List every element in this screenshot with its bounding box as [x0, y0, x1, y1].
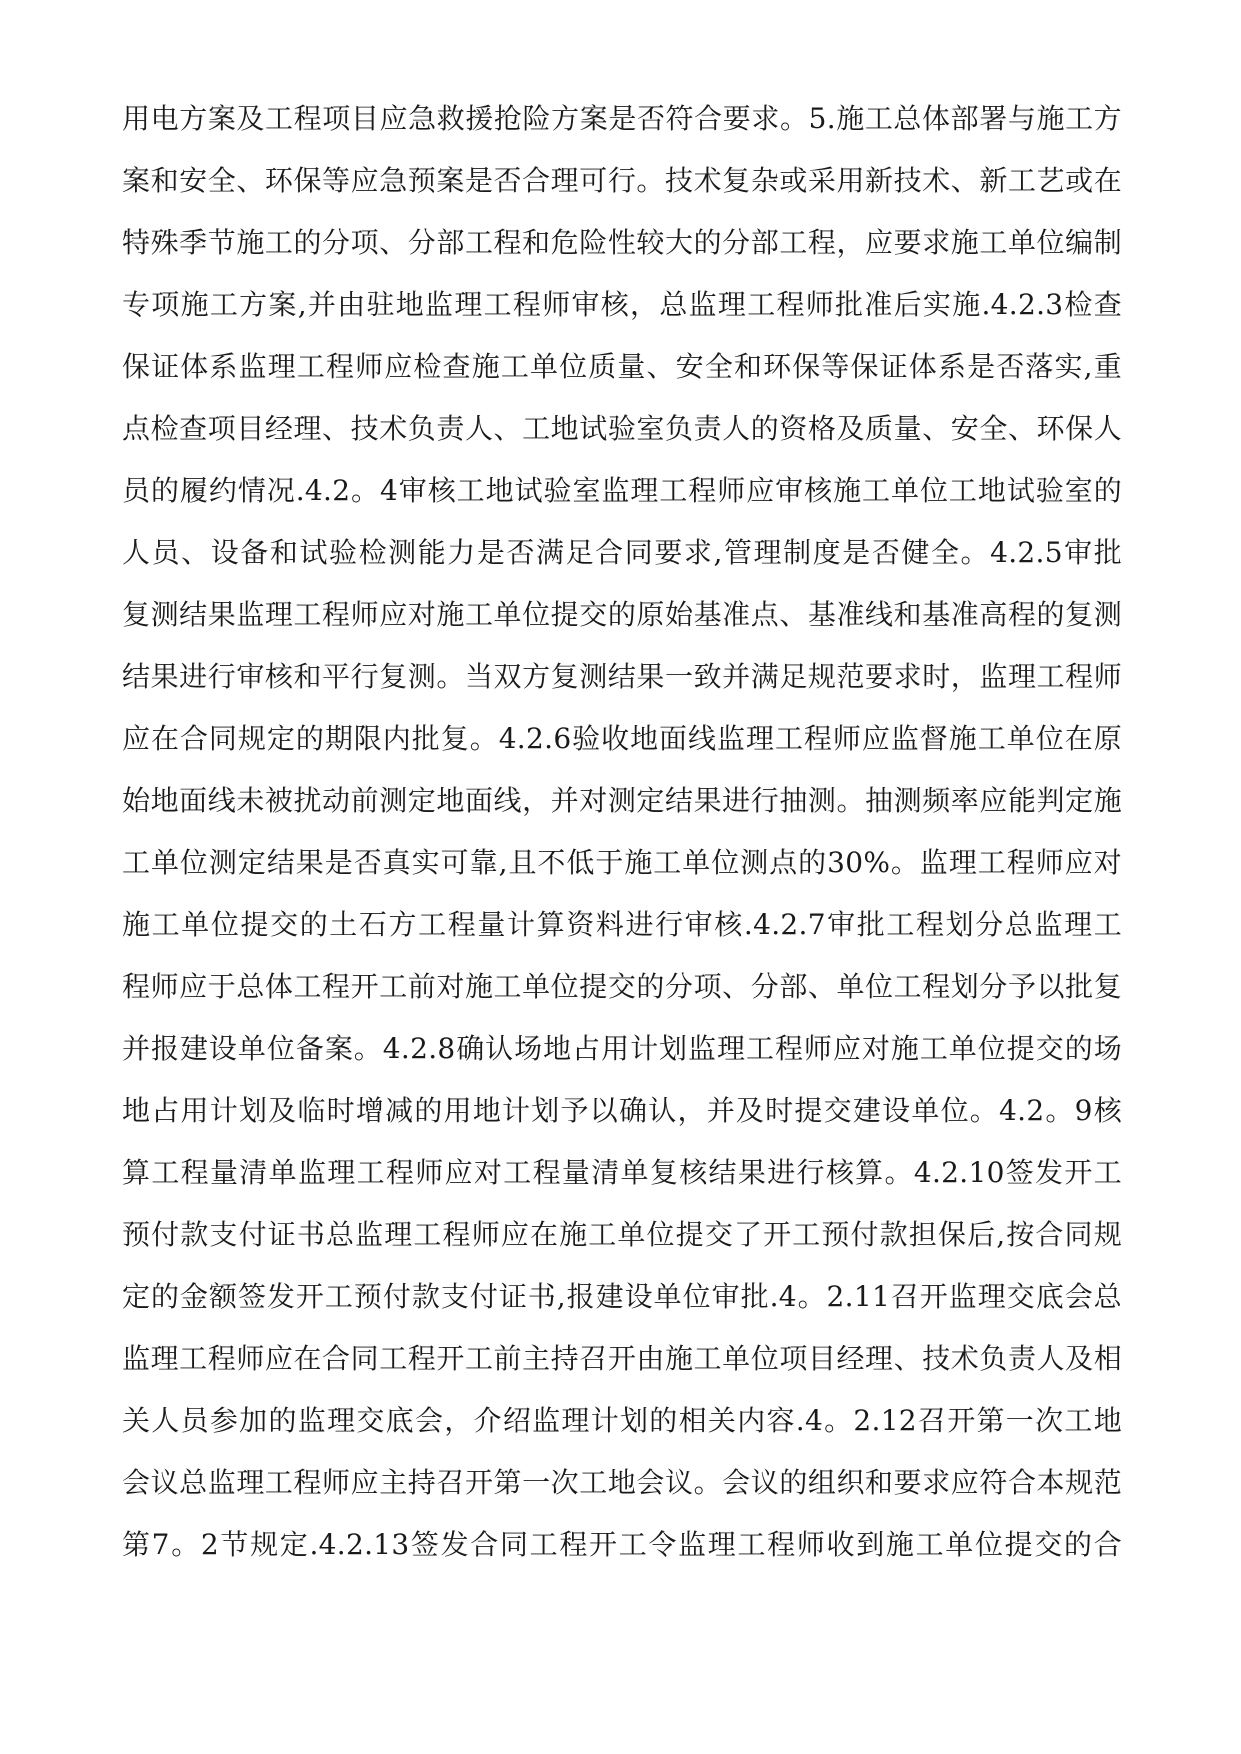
text-line: 定的金额签发开工预付款支付证书,报建设单位审批.4。2.11召开监理交底会总: [122, 1280, 1122, 1313]
text-line: 算工程量清单监理工程师应对工程量清单复核结果进行核算。4.2.10签发开工: [122, 1156, 1122, 1189]
text-line: 用电方案及工程项目应急救援抢险方案是否符合要求。5.施工总体部署与施工方: [122, 102, 1122, 135]
text-line: 始地面线未被扰动前测定地面线，并对测定结果进行抽测。抽测频率应能判定施: [122, 784, 1122, 817]
text-line: 程师应于总体工程开工前对施工单位提交的分项、分部、单位工程划分予以批复: [122, 970, 1122, 1003]
text-line: 应在合同规定的期限内批复。4.2.6验收地面线监理工程师应监督施工单位在原: [122, 722, 1122, 755]
text-line: 案和安全、环保等应急预案是否合理可行。技术复杂或采用新技术、新工艺或在: [122, 164, 1122, 197]
text-line: 并报建设单位备案。4.2.8确认场地占用计划监理工程师应对施工单位提交的场: [122, 1032, 1122, 1065]
text-line: 点检查项目经理、技术负责人、工地试验室负责人的资格及质量、安全、环保人: [122, 412, 1122, 445]
text-line: 员的履约情况.4.2。4审核工地试验室监理工程师应审核施工单位工地试验室的: [122, 474, 1122, 507]
text-line: 关人员参加的监理交底会，介绍监理计划的相关内容.4。2.12召开第一次工地: [122, 1404, 1122, 1437]
text-line: 会议总监理工程师应主持召开第一次工地会议。会议的组织和要求应符合本规范: [122, 1466, 1122, 1499]
text-line: 第7。2节规定.4.2.13签发合同工程开工令监理工程师收到施工单位提交的合: [122, 1528, 1122, 1561]
body-text: [122, 88, 1122, 1576]
text-line: 专项施工方案,并由驻地监理工程师审核，总监理工程师批准后实施.4.2.3检查: [122, 288, 1122, 321]
text-line: 地占用计划及临时增减的用地计划予以确认，并及时提交建设单位。4.2。9核: [122, 1094, 1122, 1127]
text-line: 预付款支付证书总监理工程师应在施工单位提交了开工预付款担保后,按合同规: [122, 1218, 1122, 1251]
text-line: 特殊季节施工的分项、分部工程和危险性较大的分部工程，应要求施工单位编制: [122, 226, 1122, 259]
text-line: 人员、设备和试验检测能力是否满足合同要求,管理制度是否健全。4.2.5审批: [122, 536, 1122, 569]
text-line: 工单位测定结果是否真实可靠,且不低于施工单位测点的30%。监理工程师应对: [122, 846, 1122, 879]
text-line: 结果进行审核和平行复测。当双方复测结果一致并满足规范要求时，监理工程师: [122, 660, 1122, 693]
text-line: 监理工程师应在合同工程开工前主持召开由施工单位项目经理、技术负责人及相: [122, 1342, 1122, 1375]
text-line: 复测结果监理工程师应对施工单位提交的原始基准点、基准线和基准高程的复测: [122, 598, 1122, 631]
text-line: 保证体系监理工程师应检查施工单位质量、安全和环保等保证体系是否落实,重: [122, 350, 1122, 383]
text-line: 施工单位提交的土石方工程量计算资料进行审核.4.2.7审批工程划分总监理工: [122, 908, 1122, 941]
